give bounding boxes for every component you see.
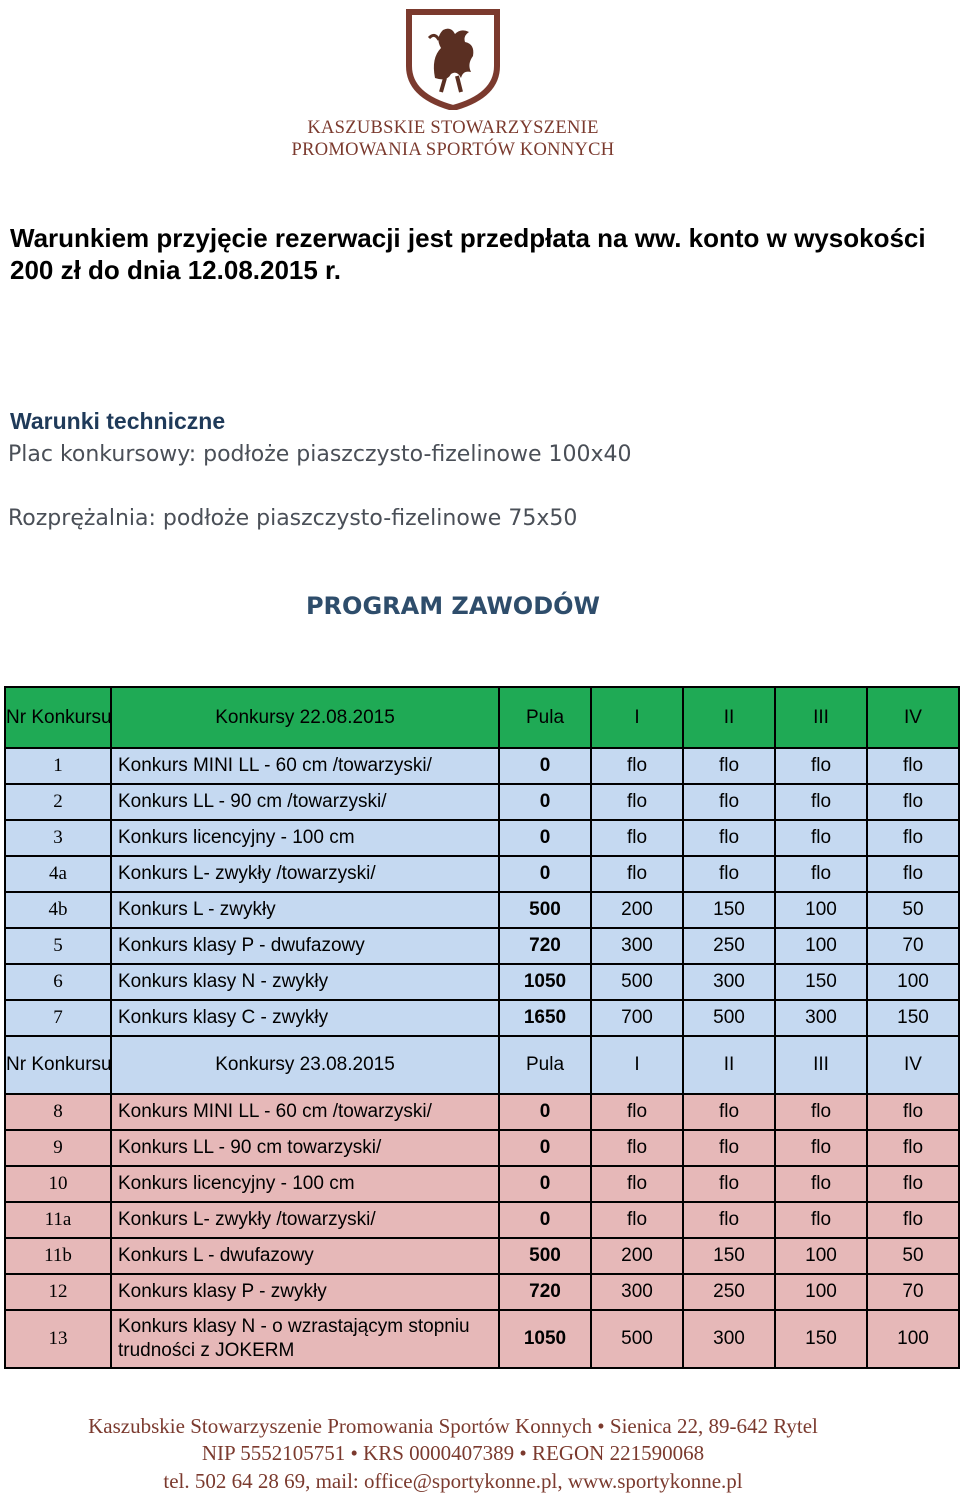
header-day1-title: Konkursy 22.08.2015	[111, 687, 499, 748]
footer-contact: tel. 502 64 28 69, mail: office@sportykonne.pl, www.sportykonne.pl	[163, 1469, 743, 1493]
cell-nr: 8	[5, 1094, 111, 1130]
cell-p3: 100	[775, 892, 867, 928]
cell-nr: 9	[5, 1130, 111, 1166]
cell-p4: flo	[867, 784, 959, 820]
cell-p1: flo	[591, 1094, 683, 1130]
cell-p4: flo	[867, 1166, 959, 1202]
cell-p3: flo	[775, 748, 867, 784]
table-row	[5, 1166, 959, 1202]
cell-pula: 0	[499, 748, 591, 784]
header-place-1: I	[591, 687, 683, 748]
cell-p4: 50	[867, 892, 959, 928]
cell-pula: 0	[499, 1130, 591, 1166]
cell-p2: 300	[683, 964, 775, 1000]
table-row	[5, 1094, 959, 1130]
table-row	[5, 1274, 959, 1310]
cell-p3: flo	[775, 856, 867, 892]
day2-header-row	[5, 1036, 959, 1094]
cell-name: Konkurs L - zwykły	[111, 892, 499, 928]
cell-p3: 300	[775, 1000, 867, 1036]
griffin-shield-icon	[405, 8, 501, 110]
technical-conditions-title: Warunki techniczne	[10, 408, 226, 434]
cell-p2: 500	[683, 1000, 775, 1036]
header-p3: III	[775, 1036, 867, 1094]
cell-pula: 0	[499, 820, 591, 856]
cell-p2: 150	[683, 1238, 775, 1274]
cell-nr: 12	[5, 1274, 111, 1310]
header-pula: Pula	[499, 1036, 591, 1094]
cell-p3: flo	[775, 820, 867, 856]
table-row	[5, 964, 959, 1000]
cell-p3: 150	[775, 1310, 867, 1368]
cell-p3: 150	[775, 964, 867, 1000]
table-row	[5, 1238, 959, 1274]
warmup-surface-text: Rozprężalnia: podłoże piaszczysto-fizelinowe 75x50	[8, 506, 578, 531]
cell-name: Konkurs LL - 90 cm /towarzyski/	[111, 784, 499, 820]
cell-p1: 700	[591, 1000, 683, 1036]
cell-p4: 70	[867, 1274, 959, 1310]
cell-nr: 5	[5, 928, 111, 964]
cell-name: Konkurs MINI LL - 60 cm /towarzyski/	[111, 1094, 499, 1130]
cell-p4: 100	[867, 1310, 959, 1368]
cell-pula: 1050	[499, 964, 591, 1000]
cell-p2: flo	[683, 1130, 775, 1166]
header-pula: Pula	[499, 687, 591, 748]
cell-nr: 3	[5, 820, 111, 856]
competition-program-table	[4, 686, 960, 1369]
cell-p1: flo	[591, 748, 683, 784]
cell-pula: 500	[499, 892, 591, 928]
cell-p2: flo	[683, 856, 775, 892]
program-table-body	[5, 687, 959, 1368]
program-title: PROGRAM ZAWODÓW	[305, 592, 601, 620]
cell-p2: 300	[683, 1310, 775, 1368]
cell-p2: flo	[683, 784, 775, 820]
table-row	[5, 928, 959, 964]
header-place-2: II	[683, 687, 775, 748]
cell-p1: 500	[591, 964, 683, 1000]
cell-p4: 150	[867, 1000, 959, 1036]
table-row	[5, 892, 959, 928]
header-place-3: III	[775, 687, 867, 748]
cell-name: Konkurs licencyjny - 100 cm	[111, 820, 499, 856]
cell-p2: 150	[683, 892, 775, 928]
cell-p3: 100	[775, 928, 867, 964]
cell-pula: 0	[499, 784, 591, 820]
cell-p1: flo	[591, 784, 683, 820]
day1-header-row	[5, 687, 959, 748]
header-p1: I	[591, 1036, 683, 1094]
table-row	[5, 1202, 959, 1238]
table-row	[5, 784, 959, 820]
cell-p4: flo	[867, 748, 959, 784]
cell-p1: flo	[591, 856, 683, 892]
cell-nr: 4b	[5, 892, 111, 928]
cell-nr: 13	[5, 1310, 111, 1368]
table-row	[5, 748, 959, 784]
cell-p4: 100	[867, 964, 959, 1000]
cell-pula: 720	[499, 928, 591, 964]
cell-name: Konkurs LL - 90 cm towarzyski/	[111, 1130, 499, 1166]
cell-p3: flo	[775, 1166, 867, 1202]
cell-name: Konkurs klasy N - zwykły	[111, 964, 499, 1000]
organization-logo	[0, 0, 960, 175]
cell-p4: 50	[867, 1238, 959, 1274]
cell-p1: 300	[591, 1274, 683, 1310]
cell-pula: 720	[499, 1274, 591, 1310]
cell-name: Konkurs klasy C - zwykły	[111, 1000, 499, 1036]
cell-p3: flo	[775, 1130, 867, 1166]
reservation-condition-text: Warunkiem przyjęcie rezerwacji jest przedpłata na ww. konto w wysokości 200 zł do dnia 12.08.2015 r.	[10, 223, 926, 285]
cell-name: Konkurs klasy P - dwufazowy	[111, 928, 499, 964]
logo-text-line2: PROMOWANIA SPORTÓW KONNYCH	[291, 140, 615, 160]
cell-p3: 100	[775, 1274, 867, 1310]
cell-nr: 11a	[5, 1202, 111, 1238]
cell-name: Konkurs L- zwykły /towarzyski/	[111, 856, 499, 892]
cell-pula: 0	[499, 1094, 591, 1130]
logo-text-line1: KASZUBSKIE STOWARZYSZENIE	[307, 118, 599, 138]
table-row	[5, 856, 959, 892]
cell-pula: 0	[499, 1202, 591, 1238]
table-row	[5, 1000, 959, 1036]
header-p4: IV	[867, 1036, 959, 1094]
cell-p1: 200	[591, 892, 683, 928]
table-row	[5, 820, 959, 856]
cell-p3: flo	[775, 1094, 867, 1130]
cell-p2: flo	[683, 1094, 775, 1130]
cell-p4: flo	[867, 1202, 959, 1238]
cell-p1: flo	[591, 1166, 683, 1202]
cell-pula: 1650	[499, 1000, 591, 1036]
cell-p1: 500	[591, 1310, 683, 1368]
cell-nr: 1	[5, 748, 111, 784]
cell-p1: flo	[591, 1130, 683, 1166]
cell-p1: 200	[591, 1238, 683, 1274]
cell-p1: flo	[591, 820, 683, 856]
cell-pula: 500	[499, 1238, 591, 1274]
cell-p4: flo	[867, 820, 959, 856]
cell-p4: flo	[867, 1130, 959, 1166]
cell-pula: 0	[499, 1166, 591, 1202]
cell-p1: 300	[591, 928, 683, 964]
cell-p3: flo	[775, 1202, 867, 1238]
cell-p2: flo	[683, 1166, 775, 1202]
cell-name: Konkurs klasy N - o wzrastającym stopniu trudności z JOKERM	[111, 1310, 499, 1368]
cell-p2: 250	[683, 928, 775, 964]
cell-nr: 11b	[5, 1238, 111, 1274]
cell-nr: 10	[5, 1166, 111, 1202]
cell-pula: 1050	[499, 1310, 591, 1368]
cell-p2: flo	[683, 1202, 775, 1238]
cell-name: Konkurs klasy P - zwykły	[111, 1274, 499, 1310]
cell-p3: 100	[775, 1238, 867, 1274]
cell-name: Konkurs licencyjny - 100 cm	[111, 1166, 499, 1202]
cell-p1: flo	[591, 1202, 683, 1238]
cell-p4: 70	[867, 928, 959, 964]
table-row	[5, 1130, 959, 1166]
cell-p2: flo	[683, 748, 775, 784]
arena-surface-text: Plac konkursowy: podłoże piaszczysto-fizelinowe 100x40	[8, 442, 632, 467]
header-name: Konkursy 23.08.2015	[111, 1036, 499, 1094]
cell-pula: 0	[499, 856, 591, 892]
cell-p4: flo	[867, 856, 959, 892]
cell-p2: flo	[683, 820, 775, 856]
cell-name: Konkurs MINI LL - 60 cm /towarzyski/	[111, 748, 499, 784]
footer-registration: NIP 5552105751 • KRS 0000407389 • REGON 221590068	[201, 1441, 705, 1465]
header-nr: Nr Konkursu	[5, 1036, 111, 1094]
cell-nr: 4a	[5, 856, 111, 892]
cell-p4: flo	[867, 1094, 959, 1130]
cell-nr: 6	[5, 964, 111, 1000]
cell-name: Konkurs L - dwufazowy	[111, 1238, 499, 1274]
cell-p2: 250	[683, 1274, 775, 1310]
header-place-4: IV	[867, 687, 959, 748]
cell-name: Konkurs L- zwykły /towarzyski/	[111, 1202, 499, 1238]
table-row	[5, 1310, 959, 1368]
cell-p3: flo	[775, 784, 867, 820]
cell-nr: 2	[5, 784, 111, 820]
footer-address: Kaszubskie Stowarzyszenie Promowania Sportów Konnych • Sienica 22, 89-642 Rytel	[88, 1414, 818, 1438]
header-p2: II	[683, 1036, 775, 1094]
cell-nr: 7	[5, 1000, 111, 1036]
header-nr: Nr Konkursu	[5, 687, 111, 748]
